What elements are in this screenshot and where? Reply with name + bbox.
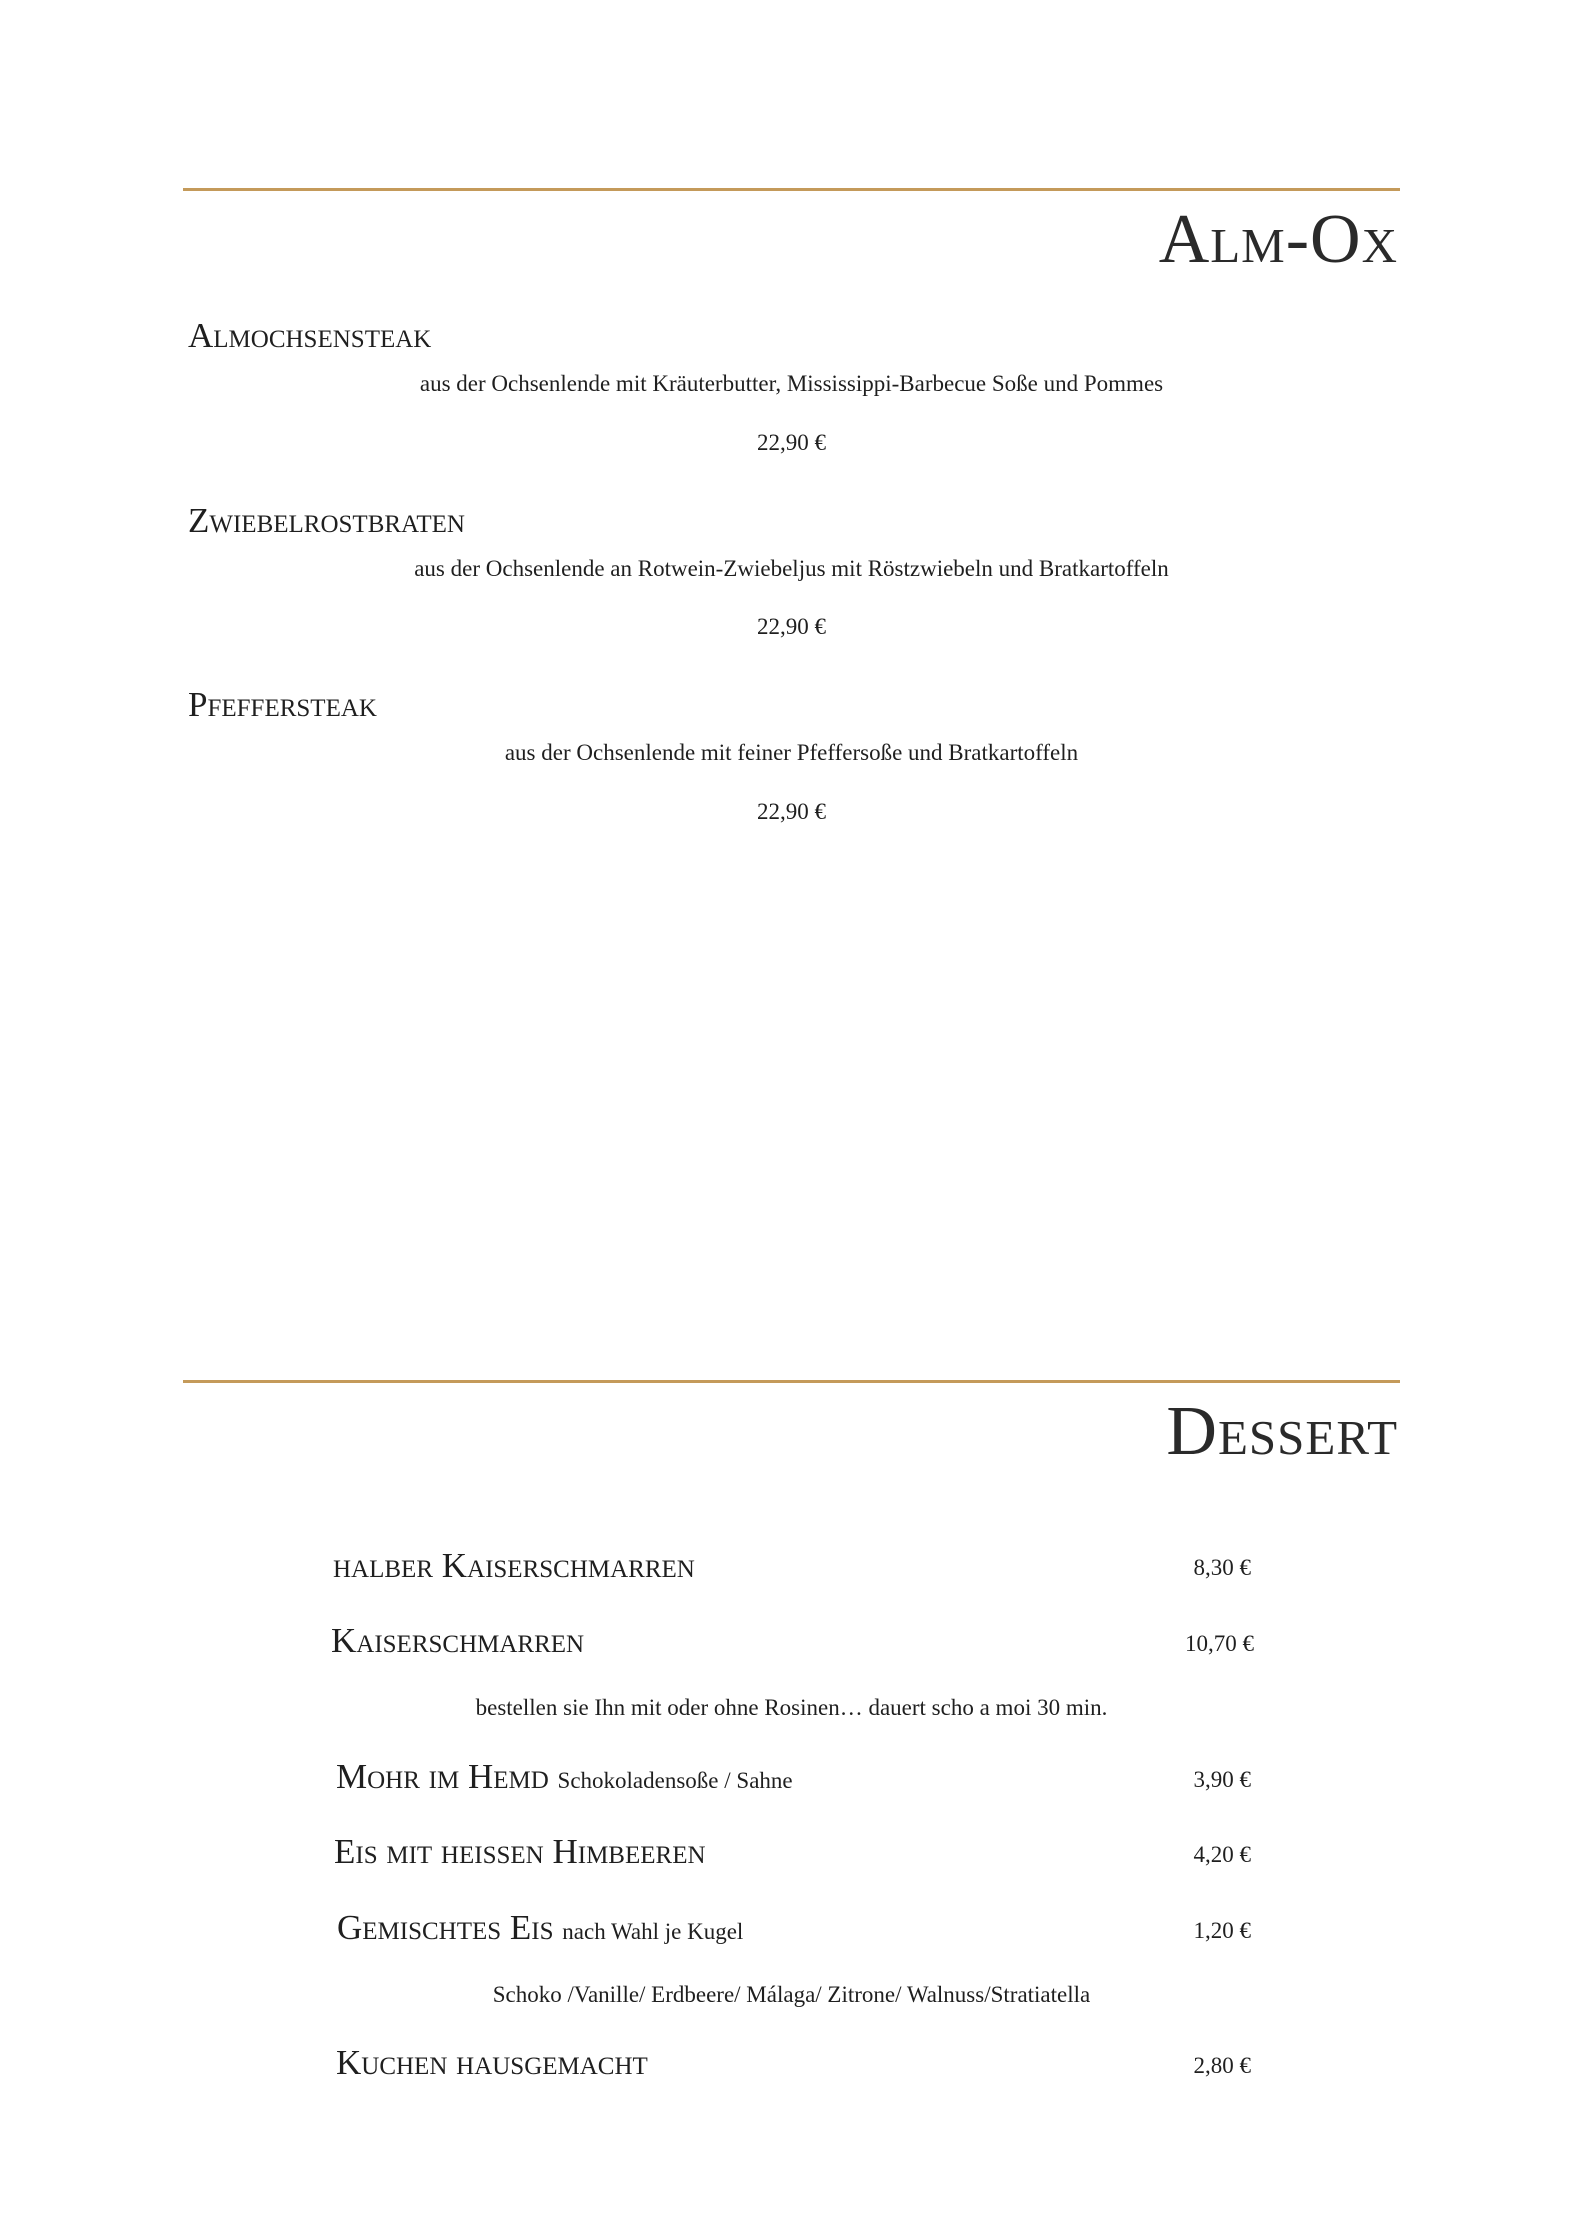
item-name: Zwiebelrostbraten: [188, 501, 465, 540]
dessert-name-text: Kuchen hausgemacht: [336, 2043, 648, 2082]
dessert-name-text: Mohr im Hemd: [336, 1757, 549, 1796]
section-divider-dessert: [183, 1380, 1400, 1383]
dessert-note: Schoko /Vanille/ Erdbeere/ Málaga/ Zitrone/ Walnuss/Stratiatella: [492, 1982, 1091, 2007]
item-name: Pfeffersteak: [188, 685, 377, 724]
dessert-name-text: Gemischtes Eis: [337, 1908, 554, 1947]
dessert-price: 10,70 €: [1185, 1631, 1254, 1656]
item-name: Almochsensteak: [188, 316, 432, 355]
dessert-price: 4,20 €: [1193, 1842, 1251, 1867]
dessert-name-text: halber Kaiserschmarren: [333, 1546, 695, 1585]
item-description: aus der Ochsenlende mit feiner Pfeffersoße und Bratkartoffeln: [504, 740, 1079, 765]
dessert-name: [336, 1759, 793, 1794]
item-price: 22,90 €: [757, 430, 826, 455]
dessert-name-text: Kaiserschmarren: [331, 1621, 585, 1660]
dessert-subtext: Schokoladensoße / Sahne: [557, 1768, 793, 1793]
section-title-almox: Alm-Ox: [1158, 201, 1398, 278]
section-divider-almox: [183, 188, 1400, 191]
dessert-price: 3,90 €: [1193, 1767, 1251, 1792]
dessert-price: 2,80 €: [1193, 2053, 1251, 2078]
dessert-name: [333, 1548, 695, 1583]
dessert-name: [336, 2045, 648, 2080]
item-price: 22,90 €: [757, 799, 826, 824]
item-description: aus der Ochsenlende an Rotwein-Zwiebeljus mit Röstzwiebeln und Bratkartoffeln: [414, 556, 1169, 581]
dessert-name: [331, 1623, 584, 1658]
dessert-subtext: nach Wahl je Kugel: [562, 1919, 744, 1944]
section-title-dessert: Dessert: [1166, 1393, 1398, 1470]
dessert-name: [334, 1834, 706, 1869]
dessert-name: [337, 1910, 743, 1945]
item-price: 22,90 €: [757, 614, 826, 639]
item-description: aus der Ochsenlende mit Kräuterbutter, Mississippi-Barbecue Soße und Pommes: [419, 371, 1164, 396]
dessert-name-text: Eis mit heißen Himbeeren: [334, 1832, 706, 1871]
dessert-price: 1,20 €: [1193, 1918, 1251, 1943]
dessert-note: bestellen sie Ihn mit oder ohne Rosinen… dauert scho a moi 30 min.: [475, 1695, 1108, 1720]
dessert-price: 8,30 €: [1193, 1555, 1251, 1580]
